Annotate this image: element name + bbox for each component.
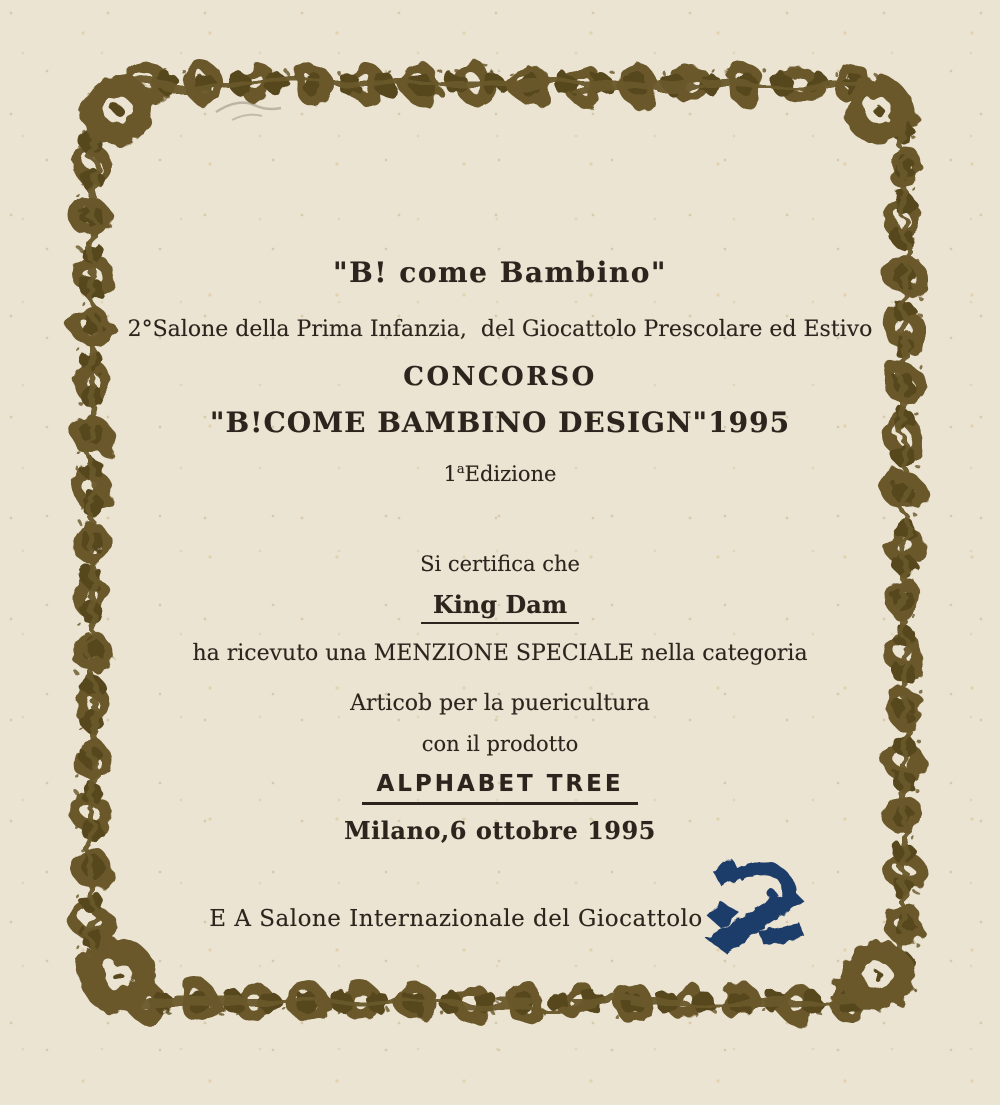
edition-line	[0, 462, 1000, 486]
edition-number: 1	[443, 462, 457, 486]
award-line: ha ricevuto una MENZIONE SPECIALE nella categoria	[192, 641, 808, 666]
edition-ordinal: a	[456, 462, 465, 477]
pencil-smudge	[216, 103, 281, 120]
certificate-subtitle: 2°Salone della Prima Infanzia, del Giocattolo Prescolare ed Estivo	[127, 317, 873, 342]
edition-word: Edizione	[464, 462, 557, 486]
contest-label: CONCORSO	[403, 362, 597, 392]
recipient-name: King Dam	[421, 590, 579, 624]
place-date-line: Milano,6 ottobre 1995	[344, 816, 656, 845]
issuer-line: E A Salone Internazionale del Giocattolo	[209, 906, 703, 932]
recipient-line	[0, 590, 1000, 624]
certify-line: Si certifica che	[420, 552, 580, 576]
product-name: ALPHABET TREE	[362, 771, 637, 805]
rocking-horse-stamp-icon	[698, 849, 814, 955]
category-line: Articob per la puericultura	[350, 691, 650, 716]
product-intro-line: con il prodotto	[421, 732, 579, 756]
certificate-title: "B! come Bambino"	[333, 256, 667, 289]
product-name-line	[0, 771, 1000, 805]
contest-name: "B!COME BAMBINO DESIGN"1995	[209, 406, 791, 439]
